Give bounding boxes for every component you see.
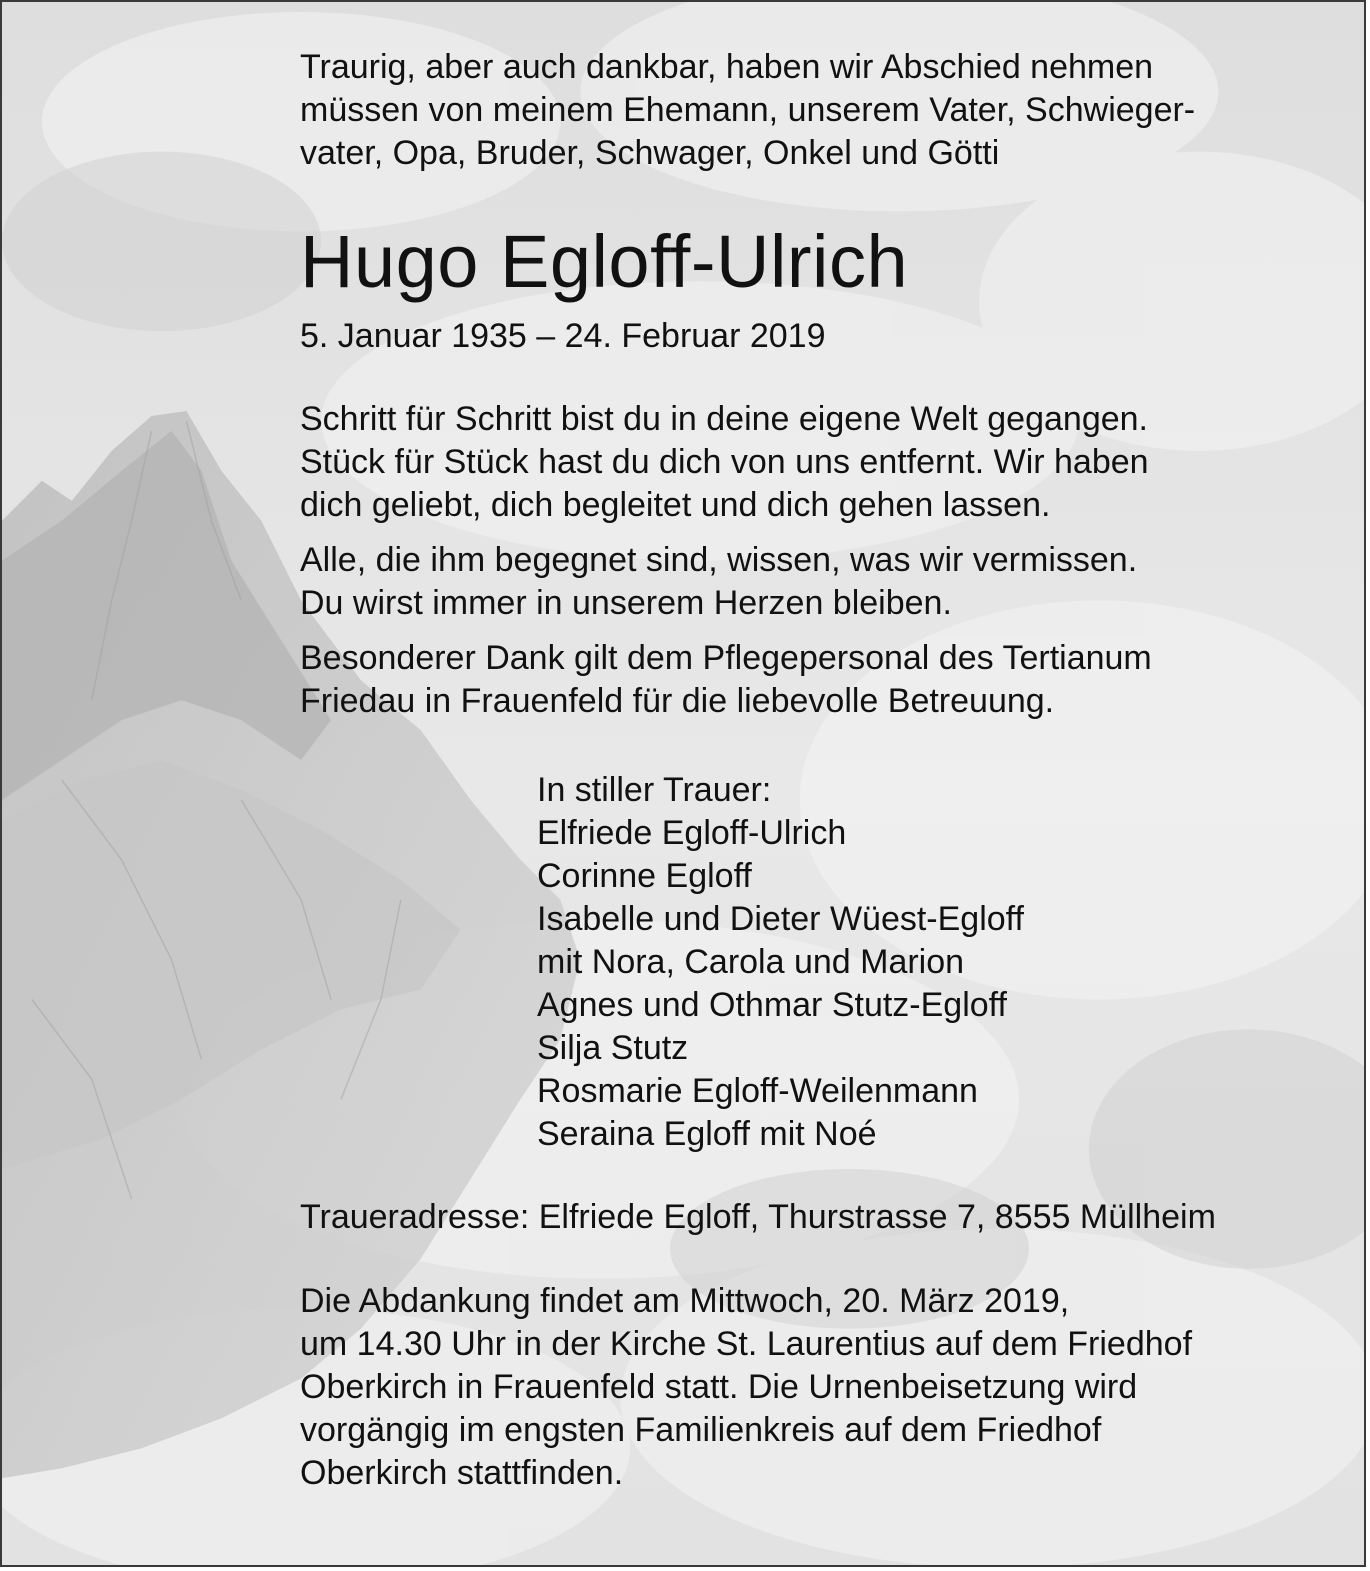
thanks-line: Besonderer Dank gilt dem Pflegepersonal des Tertianum bbox=[300, 639, 1152, 677]
mourner-name: Elfriede Egloff-Ulrich bbox=[537, 814, 847, 852]
poem-paragraph bbox=[300, 398, 1330, 527]
thanks-line: Friedau in Frauenfeld für die liebevolle Betreuung. bbox=[300, 682, 1055, 720]
funeral-line: Oberkirch in Frauenfeld statt. Die Urnenbeisetzung wird bbox=[300, 1368, 1138, 1406]
funeral-line: vorgängig im engsten Familienkreis auf dem Friedhof bbox=[300, 1411, 1102, 1449]
intro-text bbox=[300, 46, 1330, 175]
poem-line: Stück für Stück hast du dich von uns entfernt. Wir haben bbox=[300, 443, 1149, 481]
intro-line: Traurig, aber auch dankbar, haben wir Abschied nehmen bbox=[300, 48, 1154, 86]
poem-line: Schritt für Schritt bist du in deine eigene Welt gegangen. bbox=[300, 400, 1148, 438]
remembrance-line: Alle, die ihm begegnet sind, wissen, was wir vermissen. bbox=[300, 541, 1138, 579]
funeral-line: Die Abdankung findet am Mittwoch, 20. März 2019, bbox=[300, 1282, 1070, 1320]
funeral-line: Oberkirch stattfinden. bbox=[300, 1454, 624, 1492]
mourner-name: Agnes und Othmar Stutz-Egloff bbox=[537, 986, 1007, 1024]
funeral-line: um 14.30 Uhr in der Kirche St. Laurentius auf dem Friedhof bbox=[300, 1325, 1193, 1363]
mourner-name: Corinne Egloff bbox=[537, 857, 752, 895]
notice-text bbox=[300, 46, 1330, 1495]
mourning-address: Traueradresse: Elfriede Egloff, Thurstrasse 7, 8555 Müllheim bbox=[300, 1198, 1216, 1236]
intro-line: vater, Opa, Bruder, Schwager, Onkel und Götti bbox=[300, 134, 1000, 172]
funeral-details bbox=[300, 1280, 1330, 1495]
deceased-name: Hugo Egloff-Ulrich bbox=[300, 220, 909, 303]
remembrance-line: Du wirst immer in unserem Herzen bleiben. bbox=[300, 584, 952, 622]
mourner-name: Seraina Egloff mit Noé bbox=[537, 1115, 877, 1153]
mourners-list bbox=[537, 769, 1330, 1156]
intro-line: müssen von meinem Ehemann, unserem Vater, Schwieger- bbox=[300, 91, 1196, 129]
mourners-heading: In stiller Trauer: bbox=[537, 771, 772, 809]
mourner-name: Isabelle und Dieter Wüest-Egloff bbox=[537, 900, 1024, 938]
mourner-name: Rosmarie Egloff-Weilenmann bbox=[537, 1072, 978, 1110]
poem-line: dich geliebt, dich begleitet und dich gehen lassen. bbox=[300, 486, 1051, 524]
thanks-paragraph bbox=[300, 637, 1330, 723]
mourner-name: mit Nora, Carola und Marion bbox=[537, 943, 965, 981]
remembrance-paragraph bbox=[300, 539, 1330, 625]
life-dates: 5. Januar 1935 – 24. Februar 2019 bbox=[300, 317, 826, 355]
mourner-name: Silja Stutz bbox=[537, 1029, 689, 1067]
